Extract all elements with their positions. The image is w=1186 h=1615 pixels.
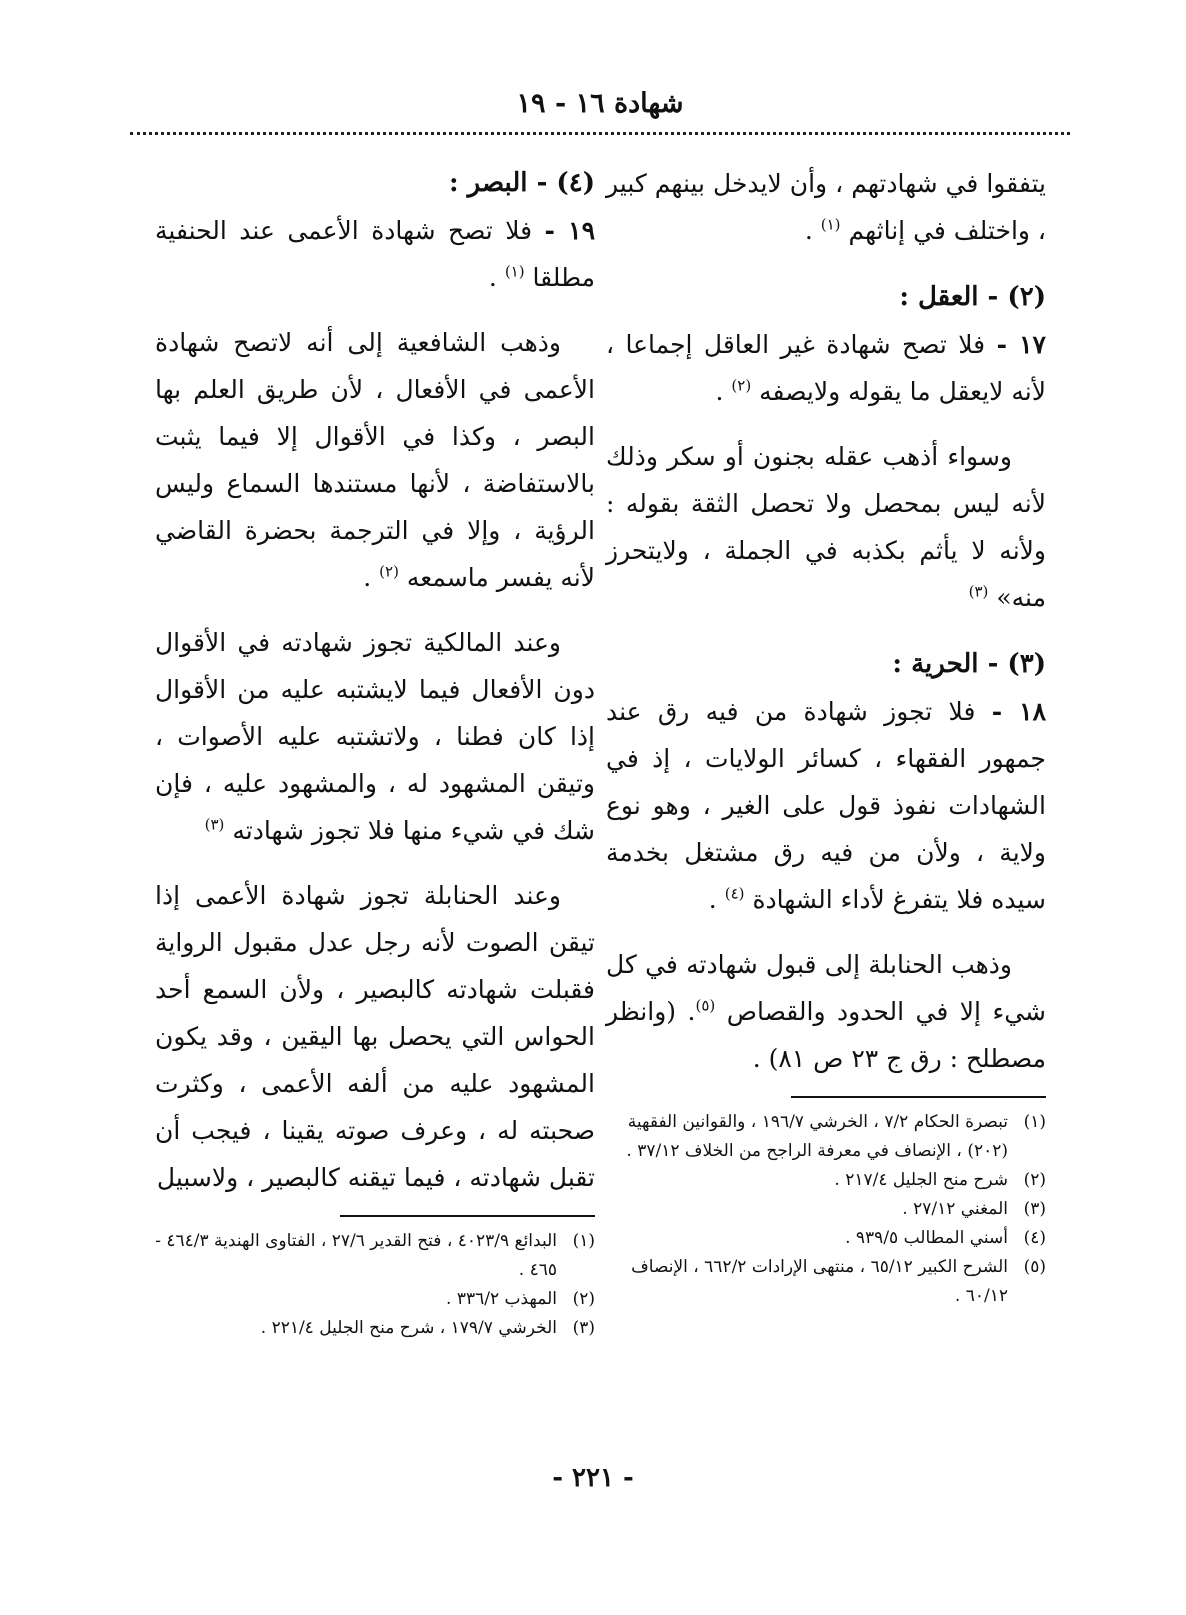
left-column — [155, 160, 595, 1343]
left-paragraph-4: وعند الحنابلة تجوز شهادة الأعمى إذا تيقن الصوت لأنه رجل عدل مقبول الرواية فقبلت شهادته كالبصير ، ولأن السمع أحد الحواس التي يحصل بها اليقين ، وقد يكون المشهود عليه من ألفه الأعمى ، وكثرت صحبته له ، وعرف صوته يقينا ، فيجب أن تقبل شهادته ، فيما تيقنه كالبصير ، ولاسبيل — [155, 881, 595, 1192]
right-column — [606, 160, 1046, 1311]
right-paragraph-5: وذهب الحنابلة إلى قبول شهادته في كل شيء إلا في الحدود والقصاص $^{(٥)}$. (وانظر مصطلح : رق ج ٢٣ ص ٨١) . — [606, 950, 1047, 1073]
section-heading-reason: (٢) - العقل : — [899, 282, 1046, 312]
left-paragraph-3: وعند المالكية تجوز شهادته في الأقوال دون الأفعال فيما لايشتبه عليه من الأقوال إذا كان فطنا ، ولاتشتبه عليه الأصوات ، وتيقن المشهود له ، والمشهود عليه ، فإن شك في شيء منها فلا تجوز شهادته $^{(٣)}$ — [155, 628, 595, 845]
left-paragraph-1: ١٩ - فلا تصح شهادة الأعمى عند الحنفية مطلقا $^{(١)}$ . — [155, 216, 595, 292]
footnote: (٢) شرح منح الجليل ٢١٧/٤ . — [834, 1170, 1046, 1190]
right-paragraph-4: ١٨ - فلا تجوز شهادة من فيه رق عند جمهور الفقهاء ، كسائر الولايات ، إذ في الشهادات نفوذ قول على الغير ، وهو نوع ولاية ، ولأن من فيه رق مشتغل بخدمة سيده فلا يتفرغ لأداء الشهادة $^{(٤)}$ . — [606, 697, 1046, 914]
footnote-divider — [791, 1096, 1046, 1098]
right-paragraph-1: يتفقوا في شهادتهم ، وأن لايدخل بينهم كبير ، واختلف في إناثهم $^{(١)}$ . — [606, 169, 1046, 245]
footnote: (٢) المهذب ٣٣٦/٢ . — [446, 1289, 595, 1309]
right-paragraph-3: وسواء أذهب عقله بجنون أو سكر وذلك لأنه ليس بمحصل ولا تحصل الثقة بقوله : ولأنه لا يأثم بكذبه في الجملة ، ولايتحرز منه» $^{(٣)}$ — [606, 442, 1046, 612]
footnote: (٣) الخرشي ١٧٩/٧ ، شرح منح الجليل ٢٢١/٤ . — [260, 1318, 595, 1338]
footnote-ref: (٣) — [204, 815, 225, 834]
footnote: (٣) المغني ٢٧/١٢ . — [902, 1199, 1046, 1219]
left-paragraph-2: وذهب الشافعية إلى أنه لاتصح شهادة الأعمى في الأفعال ، لأن طريق العلم بها البصر ، وكذا في الأقوال إلا فيما يثبت بالاستفاضة ، لأنها مستندها السماع وليس الرؤية ، وإلا في الترجمة بحضرة القاضي لأنه يفسر ماسمعه $^{(٢)}$ . — [155, 328, 595, 592]
footnote-ref: (١) — [820, 215, 841, 234]
footnote: (٤) أسني المطالب ٩٣٩/٥ . — [845, 1228, 1046, 1248]
footnote: (١) البدائع ٤٠٢٣/٩ ، فتح القدير ٢٧/٦ ، الفتاوى الهندية ٤٦٤/٣ - ٤٦٥ . — [155, 1231, 595, 1280]
footnote-ref: (٤) — [724, 884, 745, 903]
section-heading-sight: (٤) - البصر : — [448, 168, 595, 198]
footnote-ref: (٢) — [731, 376, 752, 395]
footnote-divider — [340, 1215, 595, 1217]
footnote-ref: (١) — [504, 262, 525, 281]
page-number: - ٢٢١ - — [552, 1463, 634, 1493]
section-heading-freedom: (٣) - الحرية : — [892, 649, 1046, 679]
footnote-ref: (٢) — [379, 562, 399, 581]
right-paragraph-2: ١٧ - فلا تصح شهادة غير العاقل إجماعا ، لأنه لايعقل ما يقوله ولايصفه $^{(٢)}$ . — [606, 330, 1046, 406]
footnote-ref: (٥) — [695, 996, 716, 1015]
running-header: شهادة ١٦ - ١٩ — [516, 88, 684, 119]
header-dotted-divider — [130, 132, 1070, 135]
footnote: (٥) الشرح الكبير ٦٥/١٢ ، منتهى الإرادات ٦٦٢/٢ ، الإنصاف ٦٠/١٢ . — [631, 1257, 1046, 1306]
footnote: (١) تبصرة الحكام ٧/٢ ، الخرشي ١٩٦/٧ ، والقوانين الفقهية (٢٠٢) ، الإنصاف في معرفة الراجح من الخلاف ٣٧/١٢ . — [626, 1112, 1046, 1161]
footnote-ref: (٣) — [968, 582, 989, 601]
